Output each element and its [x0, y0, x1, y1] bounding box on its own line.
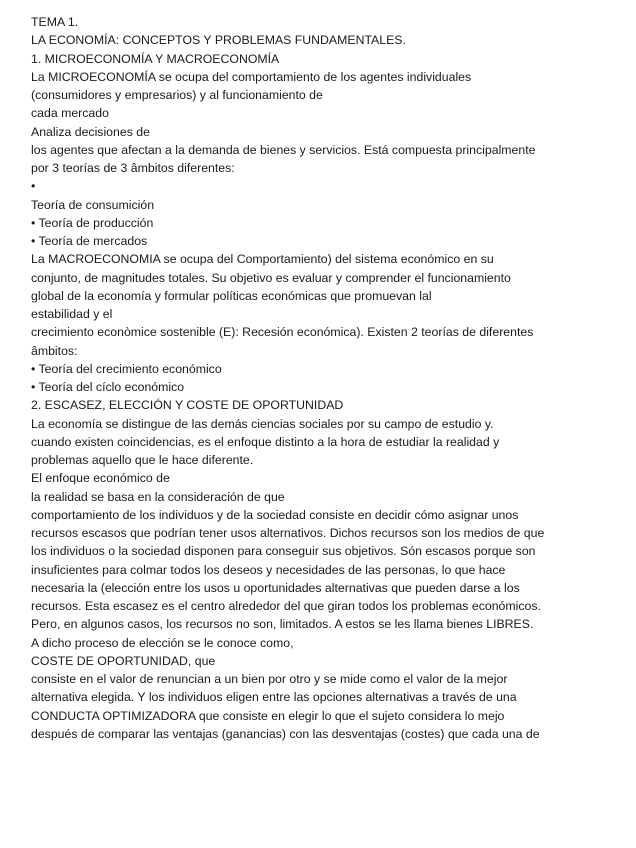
text-line: recursos escasos que podrían tener usos alternativos. Dichos recursos son los medios de que	[31, 526, 545, 540]
list-item: Teoría de consumición	[31, 197, 155, 212]
text-line: la realidad se basa en la consideración de que	[31, 489, 285, 504]
doc-subtitle: LA ECONOMÍA: CONCEPTOS Y PROBLEMAS FUNDAMENTALES.	[31, 33, 406, 48]
text-line: alternativa elegida. Y los individuos eligen entre las opciones alternativas a través de una	[31, 690, 517, 705]
text-line: problemas aquello que le hace diferente.	[31, 453, 254, 467]
text-line: COSTE DE OPORTUNIDAD, que	[31, 653, 216, 668]
text-line: necesaria la (elección entre los usos u oportunidades alternativas que pueden darse a los	[31, 580, 520, 595]
text-line: âmbitos:	[31, 343, 78, 358]
text-line: Pero, en algunos casos, los recursos no son, limitados. A estos se les llama bienes LIBRES.	[31, 617, 534, 632]
text-line: CONDUCTA OPTIMIZADORA que consiste en elegir lo que el sujeto considera lo mejo	[31, 708, 505, 723]
text-line: comportamiento de los individuos y de la sociedad consiste en decidir cómo asignar unos	[31, 507, 519, 522]
text-line: estabilidad y el	[31, 307, 113, 321]
text-line: recursos. Esta escasez es el centro alrededor del que giran todos los problemas económicos.	[31, 599, 541, 613]
text-line: cuando existen coincidencias, es el enfoque distinto a la hora de estudiar la realidad y	[31, 434, 500, 449]
text-line: insuficientes para colmar todos los deseos y necesidades de las personas, lo que hace	[31, 562, 506, 577]
text-line: crecimiento econòmice sostenible (E): Recesión económica). Existen 2 teorías de diferentes	[31, 325, 534, 340]
list-item: • Teoría del cíclo económico	[31, 380, 185, 394]
text-line: global de la economía y formular políticas económicas que promuevan lal	[31, 288, 432, 303]
text-line: conjunto, de magnitudes totales. Su objetivo es evaluar y comprender el funcionamiento	[31, 270, 511, 285]
text-line: los agentes que afectan a la demanda de bienes y servicios. Está compuesta principalmente	[31, 142, 536, 157]
list-item: • Teoría del crecimiento económico	[31, 361, 222, 376]
section-heading-2: 2. ESCASEZ, ELECCIÓN Y COSTE DE OPORTUNIDAD	[31, 398, 344, 413]
text-line: los individuos o la sociedad disponen para conseguir sus objetivos. Són escasos porque son	[31, 544, 536, 559]
text-line: (consumidores y empresarios) y al funcionamiento de	[31, 88, 323, 102]
doc-title: TEMA 1.	[31, 15, 79, 29]
text-line: consiste en el valor de renuncian a un bien por otro y se mide como el valor de la mejor	[31, 672, 508, 686]
text-line: Analiza decisiones de	[31, 124, 150, 139]
list-item: • Teoría de mercados	[31, 234, 148, 248]
text-line: La economía se distingue de las demás ciencias sociales por su campo de estudio y.	[31, 416, 494, 431]
text-line: por 3 teorías de 3 âmbitos diferentes:	[31, 161, 235, 175]
bullet-mark: •	[31, 179, 36, 194]
text-line: después de comparar las ventajas (ganancias) con las desventajas (costes) que cada una de	[31, 726, 540, 741]
document-page	[31, 13, 611, 743]
text-line: La MICROECONOMÍA se ocupa del comportamiento de los agentes individuales	[31, 69, 472, 84]
text-line: El enfoque económico de	[31, 471, 170, 486]
list-item: • Teoría de producción	[31, 215, 154, 230]
section-heading-1: 1. MICROECONOMÍA Y MACROECONOMÍA	[31, 51, 280, 66]
text-line: La MACROECONOMIA se ocupa del Comportamiento) del sistema económico en su	[31, 252, 494, 267]
text-line: cada mercado	[31, 106, 109, 121]
text-line: A dicho proceso de elección se le conoce como,	[31, 635, 294, 650]
